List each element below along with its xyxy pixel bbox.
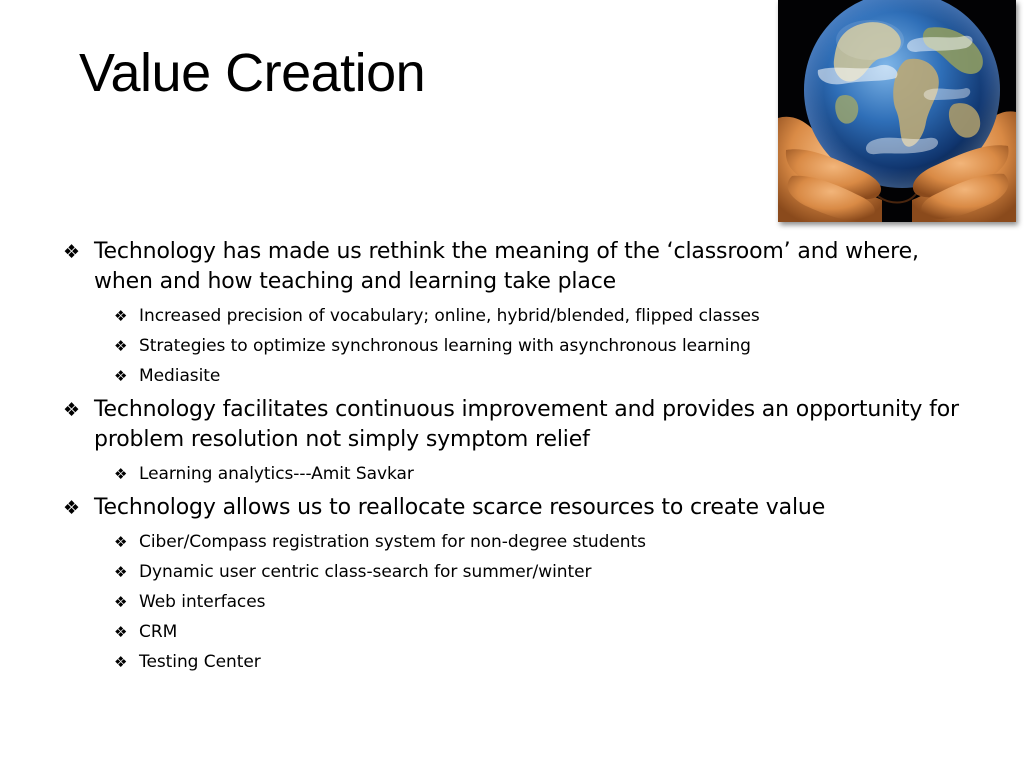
bullet-text-line: CRM [139, 622, 178, 642]
bullet-text-line: Web interfaces [139, 592, 266, 612]
diamond-bullet-icon: ❖ [63, 399, 80, 421]
bullet-text-line: Technology has made us rethink the meaning of the ‘classroom’ and where, [94, 239, 919, 264]
sub-bullet-item [114, 331, 751, 361]
bullet-text-line: Technology facilitates continuous improvement and provides an opportunity for [94, 397, 959, 422]
slide-title: Value Creation [79, 43, 426, 103]
bullet-text-line: when and how teaching and learning take place [94, 269, 617, 294]
diamond-bullet-icon: ❖ [114, 563, 128, 581]
sub-bullet-item [114, 459, 414, 489]
bullet-text-line: Learning analytics---Amit Savkar [139, 464, 414, 484]
bullet-item [63, 237, 919, 297]
diamond-bullet-icon: ❖ [114, 367, 128, 385]
diamond-bullet-icon: ❖ [63, 241, 80, 263]
bullet-item [63, 493, 825, 523]
diamond-bullet-icon: ❖ [114, 465, 128, 483]
sub-bullet-item [114, 647, 261, 677]
bullet-text-line: Increased precision of vocabulary; online, hybrid/blended, flipped classes [139, 306, 760, 326]
sub-bullet-item [114, 587, 265, 617]
diamond-bullet-icon: ❖ [114, 533, 128, 551]
sub-bullet-item [114, 617, 177, 647]
bullet-text-line: problem resolution not simply symptom relief [94, 427, 590, 452]
bullet-text-line: Technology allows us to reallocate scarce resources to create value [94, 495, 826, 520]
bullet-text-line: Mediasite [139, 366, 221, 386]
bullet-text-line: Testing Center [139, 652, 261, 672]
bullet-text-line: Strategies to optimize synchronous learning with asynchronous learning [139, 336, 751, 356]
diamond-bullet-icon: ❖ [114, 593, 128, 611]
sub-bullet-item [114, 301, 760, 331]
diamond-bullet-icon: ❖ [63, 497, 80, 519]
bullet-text-line: Ciber/Compass registration system for non-degree students [139, 532, 646, 552]
sub-bullet-item [114, 527, 646, 557]
sub-bullet-item [114, 557, 591, 587]
sub-bullet-item [114, 361, 220, 391]
bullet-text-line: Dynamic user centric class-search for summer/winter [139, 562, 592, 582]
diamond-bullet-icon: ❖ [114, 623, 128, 641]
diamond-bullet-icon: ❖ [114, 337, 128, 355]
diamond-bullet-icon: ❖ [114, 307, 128, 325]
diamond-bullet-icon: ❖ [114, 653, 128, 671]
bullet-item [63, 395, 959, 455]
